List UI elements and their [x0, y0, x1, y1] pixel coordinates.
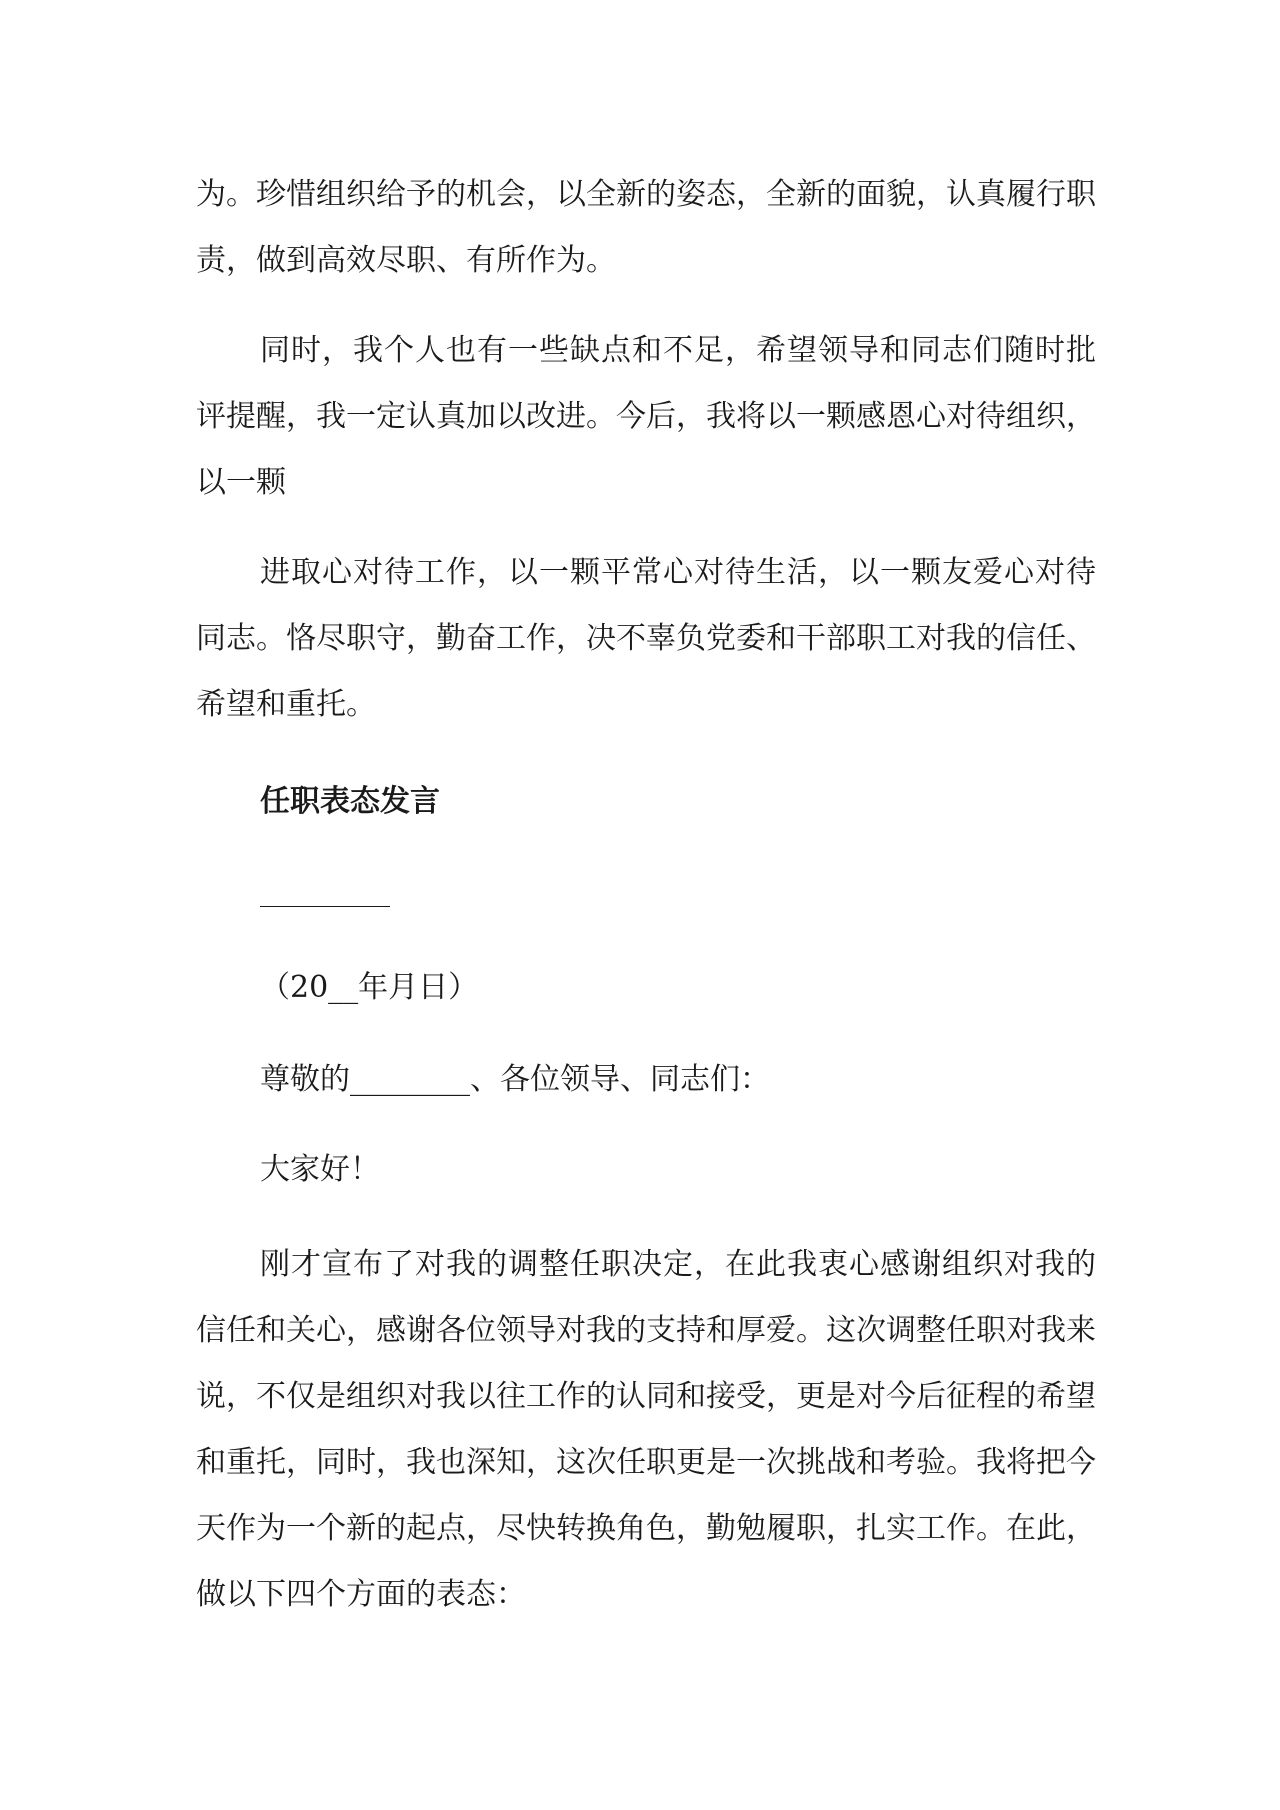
- date-line: （20__年月日）: [260, 970, 479, 1005]
- section-heading: 任职表态发言: [260, 784, 440, 819]
- salutation: 尊敬的________、各位领导、同志们：: [260, 1062, 770, 1097]
- name-blank-line: [260, 906, 390, 907]
- paragraph-self-assessment: 同时，我个人也有一些缺点和不足，希望领导和同志们随时批评提醒，我一定认真加以改进。今后，我将以一颗感恩心对待组织，以一颗: [196, 333, 1096, 500]
- paragraph-speech-body: 刚才宣布了对我的调整任职决定，在此我衷心感谢组织对我的信任和关心，感谢各位领导对我的支持和厚爱。这次调整任职对我来说，不仅是组织对我以往工作的认同和接受，更是对今后征程的希望和重托，同时，我也深知，这次任职更是一次挑战和考验。我将把今天作为一个新的起点，尽快转换角色，勤勉履职，扎实工作。在此，做以下四个方面的表态：: [196, 1247, 1096, 1612]
- paragraph-commitment: 进取心对待工作，以一颗平常心对待生活，以一颗友爱心对待同志。恪尽职守，勤奋工作，决不辜负党委和干部职工对我的信任、希望和重托。: [196, 555, 1096, 722]
- greeting: 大家好！: [260, 1152, 380, 1187]
- paragraph-continuation: 为。珍惜组织给予的机会，以全新的姿态，全新的面貌，认真履行职责，做到高效尽职、有所作为。: [196, 177, 1096, 278]
